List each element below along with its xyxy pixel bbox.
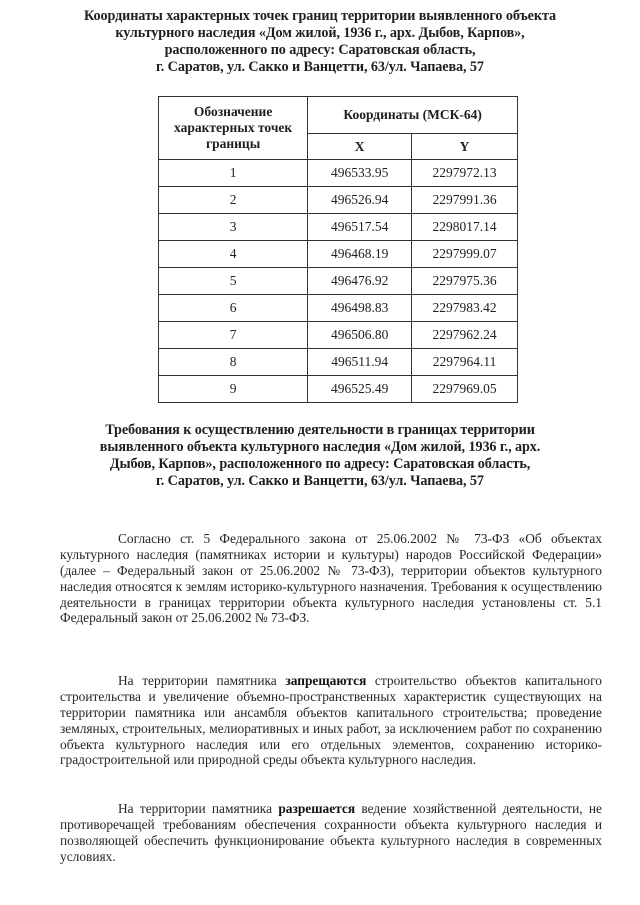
table-row bbox=[159, 187, 518, 214]
table-row bbox=[159, 160, 518, 187]
paragraph-permitted bbox=[60, 801, 602, 864]
point-y: 2297962.24 bbox=[412, 322, 518, 349]
point-x: 496468.19 bbox=[308, 241, 412, 268]
requirements-title-line-3: Дыбов, Карпов», расположенного по адресу: Саратовская область, bbox=[109, 456, 531, 472]
point-number: 1 bbox=[159, 160, 308, 187]
point-x: 496498.83 bbox=[308, 295, 412, 322]
table-row bbox=[159, 214, 518, 241]
point-y: 2298017.14 bbox=[412, 214, 518, 241]
header-x: X bbox=[308, 134, 412, 160]
point-number: 4 bbox=[159, 241, 308, 268]
table-row bbox=[159, 349, 518, 376]
coordinates-title-line-1: Координаты характерных точек границ территории выявленного объекта bbox=[84, 8, 556, 24]
paragraph-prohibited bbox=[60, 673, 602, 768]
coordinates-title bbox=[60, 8, 580, 76]
point-x: 496476.92 bbox=[308, 268, 412, 295]
point-y: 2297964.11 bbox=[412, 349, 518, 376]
coordinates-title-line-2: культурного наследия «Дом жилой, 1936 г., арх. Дыбов, Карпов», bbox=[115, 25, 525, 41]
point-y: 2297969.05 bbox=[412, 376, 518, 403]
point-x: 496525.49 bbox=[308, 376, 412, 403]
table-row bbox=[159, 268, 518, 295]
header-y: Y bbox=[412, 134, 518, 160]
paragraph-permitted-body: ведение хозяйственной деятельности, не противоречащей требованиям обеспечения сохранности объекта культурного наследия и позволяющей обеспечить функционирование объекта культурного наследия в современных условиях. bbox=[60, 801, 602, 864]
point-number: 3 bbox=[159, 214, 308, 241]
table-row bbox=[159, 241, 518, 268]
prohibited-keyword: запрещаются bbox=[285, 673, 367, 689]
point-number: 6 bbox=[159, 295, 308, 322]
paragraph-law-reference: Согласно ст. 5 Федерального закона от 25.06.2002 № 73-ФЗ «Об объектах культурного наследия (памятниках истории и культуры) народов Российской Федерации» (далее – Федеральный закон от 25.06.2002 № 73-ФЗ), территории объектов культурного наследия относятся к землям историко-культурного назначения. Требования к осуществлению деятельности в границах территории объекта культурного наследия установлены ст. 5.1 Федеральный закон от 25.06.2002 № 73-ФЗ. bbox=[60, 531, 602, 626]
paragraph-permitted-lead: На территории памятника bbox=[118, 801, 279, 817]
point-x: 496533.95 bbox=[308, 160, 412, 187]
coordinates-title-line-3: расположенного по адресу: Саратовская область, bbox=[164, 42, 476, 58]
header-designation: Обозначение характерных точек границы bbox=[159, 97, 308, 160]
paragraph-prohibited-body: строительство объектов капитального строительства и увеличение объемно-пространственных характеристик существующих на территории памятника или ансамбля объектов капитального строительства; проведение земляных, строительных, мелиоративных и иных работ, за исключением работ по сохранению объекта культурного наследия или его отдельных элементов, сохранению историко-градостроительной или природной среды объекта культурного наследия. bbox=[60, 673, 602, 768]
requirements-title-line-4: г. Саратов, ул. Сакко и Ванцетти, 63/ул. Чапаева, 57 bbox=[156, 473, 484, 489]
point-y: 2297972.13 bbox=[412, 160, 518, 187]
table-row bbox=[159, 295, 518, 322]
requirements-title bbox=[60, 422, 580, 490]
requirements-title-line-2: выявленного объекта культурного наследия «Дом жилой, 1936 г., арх. bbox=[99, 439, 541, 455]
point-number: 5 bbox=[159, 268, 308, 295]
point-number: 2 bbox=[159, 187, 308, 214]
point-number: 8 bbox=[159, 349, 308, 376]
point-x: 496511.94 bbox=[308, 349, 412, 376]
table-row bbox=[159, 376, 518, 403]
point-y: 2297983.42 bbox=[412, 295, 518, 322]
permitted-keyword: разрешается bbox=[278, 801, 356, 817]
point-x: 496506.80 bbox=[308, 322, 412, 349]
point-number: 9 bbox=[159, 376, 308, 403]
point-y: 2297975.36 bbox=[412, 268, 518, 295]
coordinates-table bbox=[158, 96, 518, 403]
paragraph-prohibited-lead: На территории памятника bbox=[118, 673, 286, 689]
table-row bbox=[159, 322, 518, 349]
point-number: 7 bbox=[159, 322, 308, 349]
requirements-title-line-1: Требования к осуществлению деятельности в границах территории bbox=[105, 422, 535, 438]
point-x: 496526.94 bbox=[308, 187, 412, 214]
point-x: 496517.54 bbox=[308, 214, 412, 241]
coordinates-title-line-4: г. Саратов, ул. Сакко и Ванцетти, 63/ул. Чапаева, 57 bbox=[156, 59, 484, 75]
header-coordinates: Координаты (МСК-64) bbox=[308, 97, 518, 134]
point-y: 2297999.07 bbox=[412, 241, 518, 268]
point-y: 2297991.36 bbox=[412, 187, 518, 214]
